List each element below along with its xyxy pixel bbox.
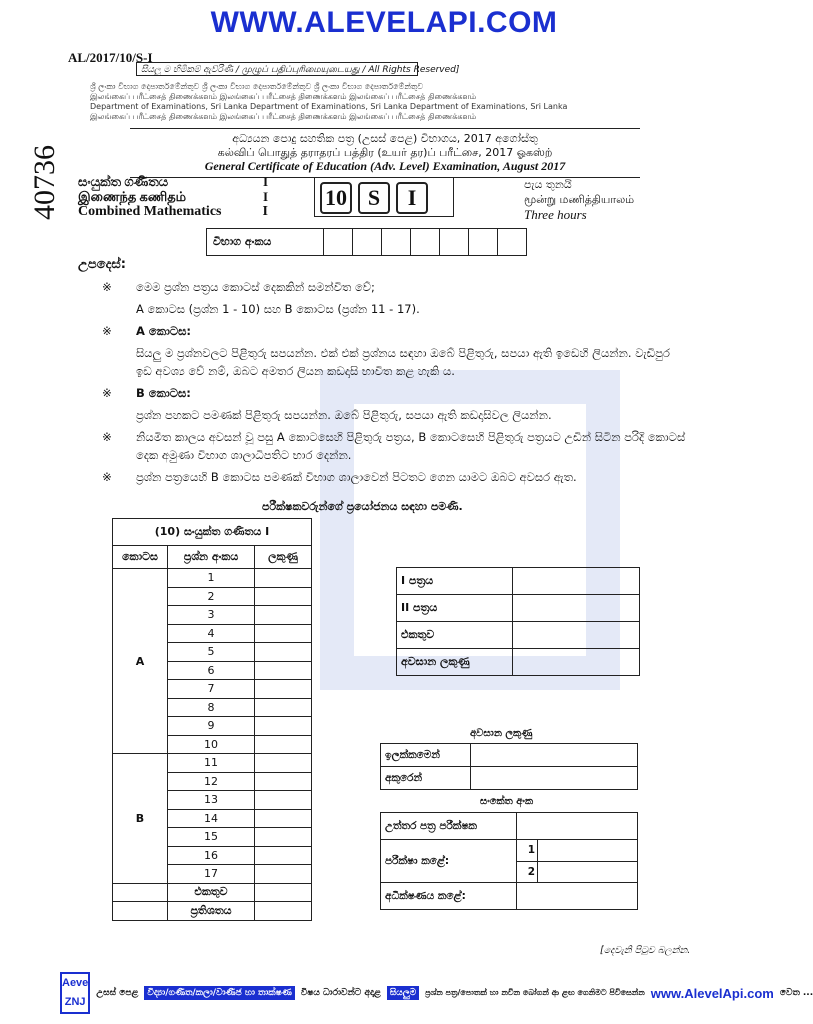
vertical-serial xyxy=(18,140,78,230)
banner-text-3: ප්‍රශ්න පත්‍ර/පොතක් හා නවීන බෝගන් ආ ළඟ ගෙනිමට පිවිසෙන්න xyxy=(425,988,645,997)
banner-text-4: වෙත ... xyxy=(779,988,813,998)
marks-cell[interactable] xyxy=(255,624,312,643)
subject-si: සංයුක්ත ගණිතය xyxy=(78,174,169,189)
supervised-by-cell[interactable] xyxy=(517,883,638,910)
bullet-icon: ※ xyxy=(102,430,112,444)
marks-cell[interactable] xyxy=(255,809,312,828)
question-number: 5 xyxy=(168,643,255,662)
subject-roman-1: I xyxy=(262,174,268,189)
percent-label: ප්‍රතිශතය xyxy=(168,902,255,921)
question-number: 12 xyxy=(168,772,255,791)
marks-cell[interactable] xyxy=(255,717,312,736)
index-number-label: විභාග අංකය xyxy=(207,229,324,255)
examiner-use-title: පරීක්ෂකවරුන්ගේ ප්‍රයෝජනය සඳහා පමණි. xyxy=(262,500,463,513)
question-number: 14 xyxy=(168,809,255,828)
instr-partb-body: ප්‍රශ්න පහකට පමණක් පිළිතුරු සපයන්න. ඔබේ පිළිතුරු, සපයා ඇති කඩදාසිවල ලියන්න. xyxy=(136,408,552,422)
marks-cell[interactable] xyxy=(255,661,312,680)
marks-cell[interactable] xyxy=(255,606,312,625)
question-number: 9 xyxy=(168,717,255,736)
part-a-cell: A xyxy=(113,569,168,754)
index-cell[interactable] xyxy=(498,229,526,255)
checked-1-cell[interactable] xyxy=(538,840,638,862)
exam-title-si: අධ්‍යයන පොදු සහතික පත්‍ර (උසස් පෙළ) විභාගය, 2017 අගෝස්තු xyxy=(232,132,538,145)
checked-by-label: පරීක්ෂා කළේ: xyxy=(381,840,517,883)
banner-url-link[interactable]: www.AlevelApi.com xyxy=(650,985,774,1001)
paper-code-boxes xyxy=(320,182,428,214)
in-words-label: අකුරෙන් xyxy=(381,767,471,790)
bottom-banner xyxy=(60,972,813,1014)
marks-cell[interactable] xyxy=(255,698,312,717)
marks-table-title: (10) සංයුක්ත ගණිතය I xyxy=(113,519,312,546)
sum-label: එකතුව xyxy=(397,622,513,649)
instr-parta-head: A කොටස: xyxy=(136,324,191,338)
exam-title-box xyxy=(130,128,640,178)
supervised-by-label: අධීක්ෂණය කළේ: xyxy=(381,883,517,910)
index-number-box xyxy=(206,228,527,256)
time-ta: மூன்று மணித்தியாலம் xyxy=(524,193,635,206)
total-cell[interactable] xyxy=(255,883,312,902)
instructions-heading: උපදෙස්: xyxy=(78,257,126,272)
total-label: එකතුව xyxy=(168,883,255,902)
instr-partb-head: B කොටස: xyxy=(136,386,191,400)
subject-roman-3: I xyxy=(262,204,268,219)
instr-p4: නියමිත කාලය අවසන් වූ පසු A කොටසෙහි පිළිතුරු පත්‍රය, B කොටසෙහි පිළිතුරු පත්‍රයට උඩින් සිටින පරිදි කොටස් දෙක අමුණා විභාග ශාලාධිපතිට භාර දෙන්න. xyxy=(136,430,686,462)
question-number: 11 xyxy=(168,754,255,773)
turn-page-note: [දෙවැනි පිටුව බලන්න. xyxy=(600,945,691,956)
marks-cell[interactable] xyxy=(255,754,312,773)
marks-cell[interactable] xyxy=(255,828,312,847)
col-question: ප්‍රශ්න අංකය xyxy=(168,546,255,569)
marks-cell[interactable] xyxy=(255,587,312,606)
question-number: 10 xyxy=(168,735,255,754)
question-number: 7 xyxy=(168,680,255,699)
banner-text-1: උසස් පෙළ xyxy=(96,988,139,998)
paper-summary-table xyxy=(396,567,640,676)
time-block xyxy=(524,177,650,222)
part-b-cell: B xyxy=(113,754,168,884)
alevelapi-logo xyxy=(60,972,90,1014)
marks-cell[interactable] xyxy=(255,643,312,662)
copyright-box: සියලු ම හිමිකම් ඇව්රිණි / முழுப் பதிப்புரிமையுடையது / All Rights Reserved] xyxy=(136,62,418,76)
in-numbers-cell[interactable] xyxy=(471,744,638,767)
index-cell[interactable] xyxy=(469,229,498,255)
final-marks-title: අවසාන ලකුණු xyxy=(470,728,533,739)
question-number: 3 xyxy=(168,606,255,625)
percent-cell[interactable] xyxy=(255,902,312,921)
question-number: 16 xyxy=(168,846,255,865)
marks-cell[interactable] xyxy=(255,680,312,699)
time-si: පැය තුනයි xyxy=(524,178,572,191)
instr-p1: මෙම ප්‍රශ්න පත්‍රය කොටස් දෙකකින් සමන්විත වේ; xyxy=(136,280,375,294)
code-numbers-title: සංකේත අංක xyxy=(480,796,534,807)
dept-line-1: ශ්‍රී ලංකා විභාග දෙපාර්තමේන්තුව ශ්‍රී ලංකා විභාග දෙපාර්තමේන්තුව ශ්‍රී ලංකා විභාග දෙපාර්තමේන්තුව xyxy=(90,82,424,91)
dept-line-2: இலங்கைப் பரீட்சைத் திணைக்களம் இலங்கைப் பரீட்சைத் திணைக்களம் இலங்கைப் பரீட்சைத் திணைக்களம் xyxy=(90,92,477,101)
instr-p5: ප්‍රශ්න පත්‍රයෙහි B කොටස පමණක් විභාග ශාලාවෙන් පිටතට ගෙන යාමට ඔබට අවසර ඇත. xyxy=(136,470,577,484)
instr-parta-body: සියලු ම ප්‍රශ්නවලට පිළිතුරු සපයන්න. එක් එක් ප්‍රශ්නය සඳහා ඔබේ පිළිතුරු, සපයා ඇති ඉඩෙහි ලියන්න. වැඩිපුර ඉඩ අවශ්‍ය වේ නම්, ඔබට අමතර ලියන කඩදාසි භාවිත කළ හැකි ය. xyxy=(136,346,670,378)
vertical-serial-text: 40736 xyxy=(28,145,61,220)
subject-roman-2: I xyxy=(262,189,268,204)
subject-ta: இணைந்த கணிதம் xyxy=(78,189,187,204)
final-label: අවසාන ලකුණු xyxy=(397,649,513,676)
subject-en: Combined Mathematics xyxy=(78,204,222,219)
banner-highlight-2: සියලුම xyxy=(387,986,419,1000)
index-cell[interactable] xyxy=(411,229,440,255)
marks-cell[interactable] xyxy=(255,865,312,884)
bullet-icon: ※ xyxy=(102,470,112,484)
checked-1-num: 1 xyxy=(517,840,538,862)
paper-1-label: I පත්‍රය xyxy=(397,568,513,595)
instructions xyxy=(78,256,688,486)
col-marks: ලකුණු xyxy=(255,546,312,569)
marks-cell[interactable] xyxy=(255,772,312,791)
bullet-icon: ※ xyxy=(102,280,112,294)
question-number: 13 xyxy=(168,791,255,810)
exam-title-ta: கல்விப் பொதுத் தராதரப் பத்திர (உயர் தர)ப் பரீட்சை, 2017 ஓகஸ்ற் xyxy=(217,146,553,159)
paper-1-cell[interactable] xyxy=(513,568,640,595)
marks-cell[interactable] xyxy=(255,846,312,865)
exam-title-en: General Certificate of Education (Adv. Level) Examination, August 2017 xyxy=(204,159,566,173)
banner-highlight-1: විද්‍යා/ගණිත/කලා/වාණිජ හා තාක්ෂණ xyxy=(144,986,294,1000)
marks-table xyxy=(112,518,312,921)
index-cell[interactable] xyxy=(324,229,353,255)
instr-p1b: A කොටස (ප්‍රශ්න 1 - 10) සහ B කොටස (ප්‍රශ්න 11 - 17). xyxy=(136,302,420,316)
question-number: 1 xyxy=(168,569,255,588)
question-number: 2 xyxy=(168,587,255,606)
index-cell[interactable] xyxy=(382,229,411,255)
paper-code-subject: 10 xyxy=(320,182,352,214)
dept-line-4: இலங்கைப் பரீட்சைத் திணைக்களம் இலங்கைப் பரீட்சைத் திணைக்களம் இலங்கைப் பரீட்சைத் திணைக்களம் xyxy=(90,112,477,121)
index-cell[interactable] xyxy=(353,229,382,255)
question-number: 4 xyxy=(168,624,255,643)
index-cell[interactable] xyxy=(440,229,469,255)
paper-code-medium: S xyxy=(358,182,390,214)
dept-line-3: Department of Examinations, Sri Lanka Department of Examinations, Sri Lanka Department of Examinations, Sri Lanka xyxy=(90,102,568,111)
answer-examiner-cell[interactable] xyxy=(517,813,638,840)
final-marks-table xyxy=(380,743,638,790)
logo-bottom: ZNJ xyxy=(64,996,86,1008)
time-en: Three hours xyxy=(524,207,587,222)
final-cell[interactable] xyxy=(513,649,640,676)
question-number: 15 xyxy=(168,828,255,847)
paper-2-label: II පත්‍රය xyxy=(397,595,513,622)
site-url-banner[interactable]: WWW.ALEVELAPI.COM xyxy=(210,6,558,39)
logo-top: Aeve xyxy=(62,977,89,989)
marks-cell[interactable] xyxy=(255,791,312,810)
answer-examiner-label: උත්තර පත්‍ර පරීක්ෂක xyxy=(381,813,517,840)
department-lines xyxy=(90,82,650,122)
paper-code-part: I xyxy=(396,182,428,214)
marks-cell[interactable] xyxy=(255,735,312,754)
question-number: 6 xyxy=(168,661,255,680)
paper-code-label: AL/2017/10/S-I xyxy=(68,50,153,65)
marks-cell[interactable] xyxy=(255,569,312,588)
in-numbers-label: ඉලක්කමෙන් xyxy=(381,744,471,767)
bullet-icon: ※ xyxy=(102,324,112,338)
sum-cell[interactable] xyxy=(513,622,640,649)
paper-2-cell[interactable] xyxy=(513,595,640,622)
signature-table xyxy=(380,812,638,910)
question-number: 17 xyxy=(168,865,255,884)
col-part: කොටස xyxy=(113,546,168,569)
checked-2-cell[interactable] xyxy=(538,861,638,883)
banner-text-2: විෂය ධාරාවන්ට අදාළ xyxy=(300,988,381,998)
in-words-cell[interactable] xyxy=(471,767,638,790)
subject-block xyxy=(78,174,268,219)
question-number: 8 xyxy=(168,698,255,717)
bullet-icon: ※ xyxy=(102,386,112,400)
checked-2-num: 2 xyxy=(517,861,538,883)
